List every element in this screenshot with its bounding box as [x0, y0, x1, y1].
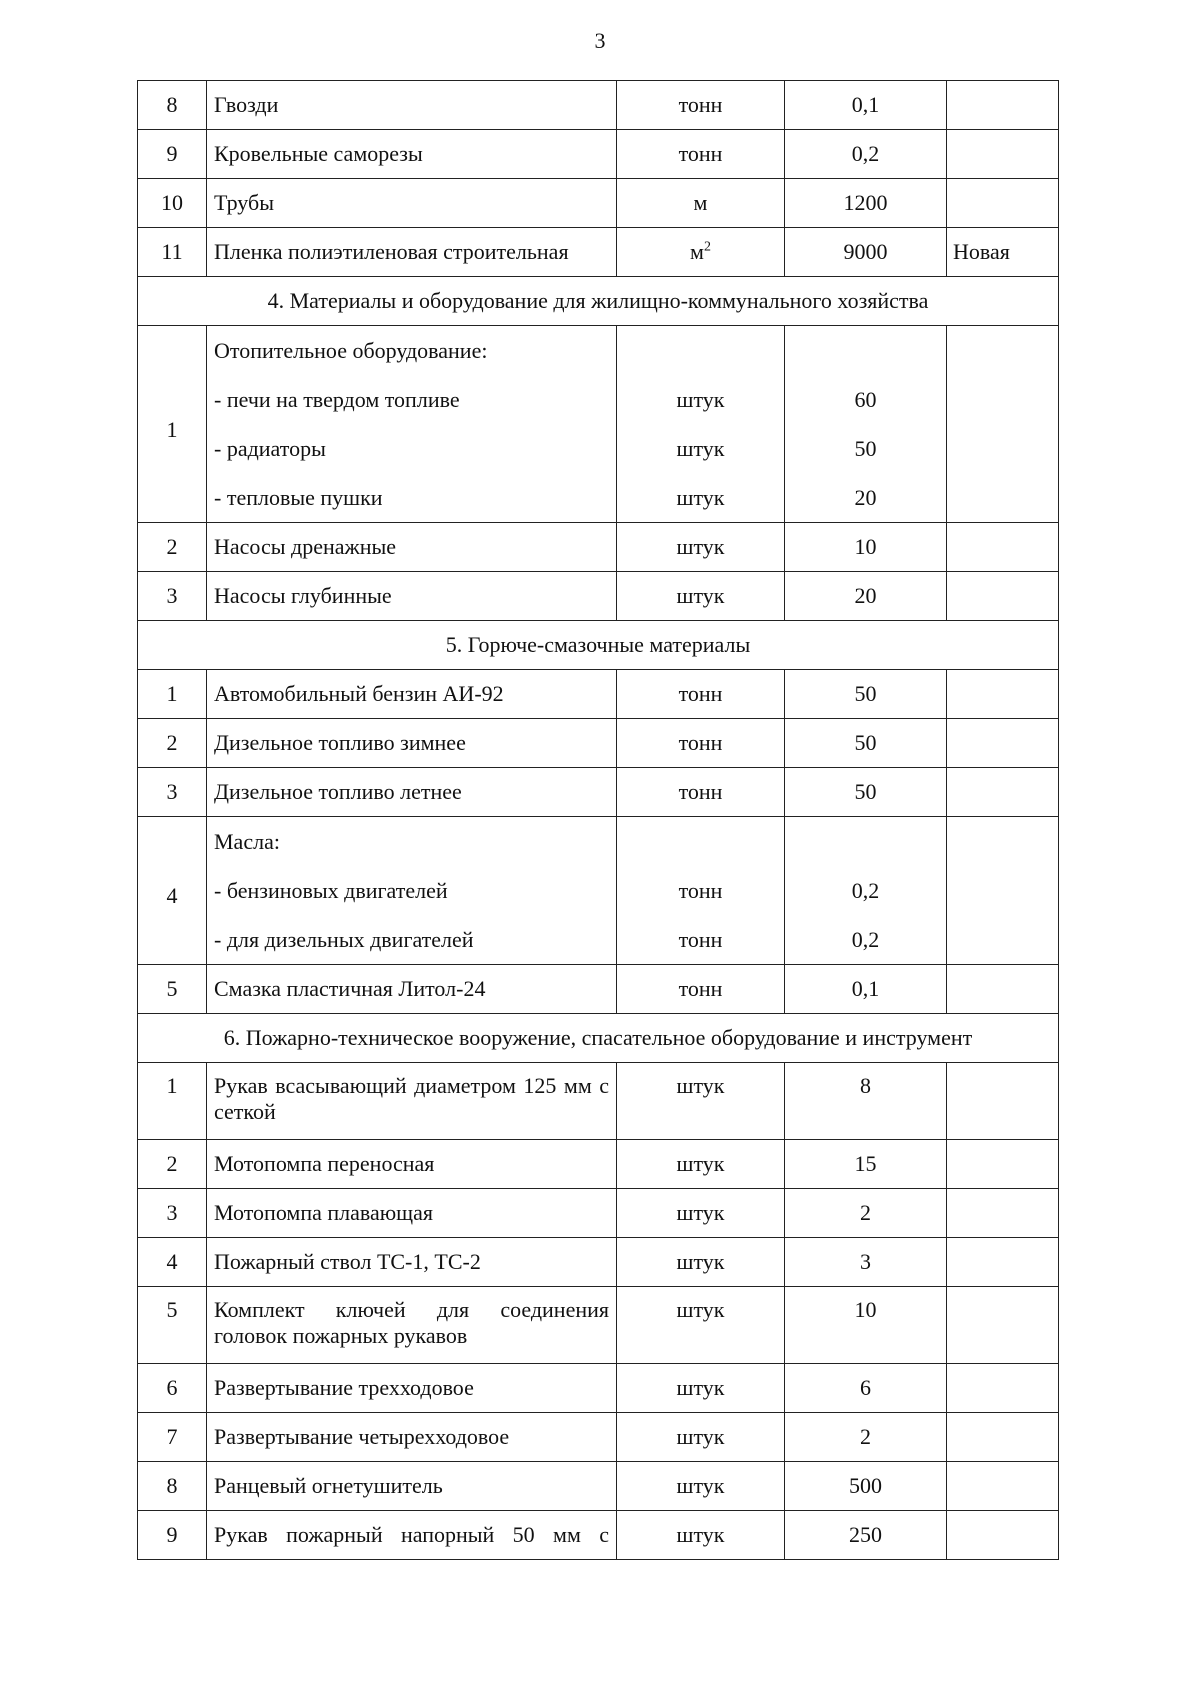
- section-title: 5. Горюче-смазочные материалы: [138, 621, 1059, 670]
- row-number: 5: [138, 1287, 207, 1364]
- section-title: 4. Материалы и оборудование для жилищно-коммунального хозяйства: [138, 277, 1059, 326]
- item-name: Мотопомпа переносная: [207, 1140, 617, 1189]
- item-name: Развертывание четырехходовое: [207, 1413, 617, 1462]
- table-row: [138, 572, 1059, 621]
- table-row-group: [138, 817, 1059, 965]
- item-name: Рукав всасывающий диаметром 125 мм с сеткой: [207, 1063, 617, 1140]
- group-title: Отопительное оборудование:: [214, 338, 488, 363]
- item-note: [947, 768, 1059, 817]
- item-name: Развертывание трехходовое: [207, 1364, 617, 1413]
- row-number: 8: [138, 81, 207, 130]
- item-unit: штук: [617, 523, 785, 572]
- row-number: 11: [138, 228, 207, 277]
- item-note: [947, 1189, 1059, 1238]
- row-number: 2: [138, 719, 207, 768]
- item-quantity: 6: [785, 1364, 947, 1413]
- item-quantity: 20: [785, 572, 947, 621]
- item-name: Ранцевый огнетушитель: [207, 1462, 617, 1511]
- sub-item-name: - бензиновых двигателей: [214, 878, 448, 903]
- item-unit: штук: [617, 1140, 785, 1189]
- row-number: 1: [138, 670, 207, 719]
- item-name: Трубы: [207, 179, 617, 228]
- row-number: 4: [138, 1238, 207, 1287]
- item-quantity: 9000: [785, 228, 947, 277]
- table-row: [138, 1511, 1059, 1560]
- item-quantity-group: [785, 326, 947, 523]
- item-unit: тонн: [617, 768, 785, 817]
- table-row: [138, 1063, 1059, 1140]
- item-name: Насосы дренажные: [207, 523, 617, 572]
- item-note: [947, 1063, 1059, 1140]
- item-unit: штук: [617, 1413, 785, 1462]
- item-quantity: 1200: [785, 179, 947, 228]
- item-note: [947, 1511, 1059, 1560]
- item-unit: штук: [617, 1063, 785, 1140]
- item-name: Автомобильный бензин АИ-92: [207, 670, 617, 719]
- table-row: [138, 228, 1059, 277]
- sub-item-unit: тонн: [678, 927, 723, 952]
- section-header: [138, 1014, 1059, 1063]
- item-note: [947, 670, 1059, 719]
- sub-item-name: - для дизельных двигателей: [214, 927, 474, 952]
- item-note: [947, 572, 1059, 621]
- group-title: Масла:: [214, 829, 280, 854]
- table-row: [138, 1287, 1059, 1364]
- table-row: [138, 130, 1059, 179]
- item-unit: тонн: [617, 670, 785, 719]
- row-number: 8: [138, 1462, 207, 1511]
- item-note: [947, 326, 1059, 523]
- row-number: 5: [138, 965, 207, 1014]
- item-unit: штук: [617, 1238, 785, 1287]
- sub-item-unit: штук: [676, 485, 725, 510]
- sub-item-unit: штук: [676, 387, 725, 412]
- sub-item-quantity: 50: [854, 436, 877, 461]
- item-name: Пленка полиэтиленовая строительная: [207, 228, 617, 277]
- item-note: [947, 130, 1059, 179]
- row-number: 10: [138, 179, 207, 228]
- item-note: [947, 1413, 1059, 1462]
- inventory-table: [137, 80, 1059, 1560]
- item-note: [947, 81, 1059, 130]
- item-quantity: 50: [785, 768, 947, 817]
- item-note: [947, 523, 1059, 572]
- item-quantity: 50: [785, 670, 947, 719]
- sub-item-unit: штук: [676, 436, 725, 461]
- item-quantity: 500: [785, 1462, 947, 1511]
- section-title: 6. Пожарно-техническое вооружение, спасательное оборудование и инструмент: [138, 1014, 1059, 1063]
- sub-item-quantity: 20: [854, 485, 877, 510]
- table-row: [138, 523, 1059, 572]
- item-quantity: 50: [785, 719, 947, 768]
- row-number: 3: [138, 1189, 207, 1238]
- item-note: [947, 817, 1059, 965]
- item-quantity: 0,2: [785, 130, 947, 179]
- row-number: 9: [138, 130, 207, 179]
- item-note: [947, 179, 1059, 228]
- item-unit: тонн: [617, 130, 785, 179]
- table-row: [138, 719, 1059, 768]
- sub-item-quantity: 60: [854, 387, 877, 412]
- sub-item-name: - тепловые пушки: [214, 485, 383, 510]
- item-quantity: 2: [785, 1413, 947, 1462]
- item-note: [947, 1364, 1059, 1413]
- item-name: Дизельное топливо летнее: [207, 768, 617, 817]
- item-name: Мотопомпа плавающая: [207, 1189, 617, 1238]
- item-note: [947, 1140, 1059, 1189]
- table-row: [138, 768, 1059, 817]
- item-unit: штук: [617, 1189, 785, 1238]
- item-unit: тонн: [617, 81, 785, 130]
- row-number: 2: [138, 1140, 207, 1189]
- item-name: Дизельное топливо зимнее: [207, 719, 617, 768]
- item-quantity: 10: [785, 523, 947, 572]
- table-row-group: [138, 326, 1059, 523]
- item-unit: м: [617, 179, 785, 228]
- unit-base: м: [690, 239, 704, 264]
- row-number: 6: [138, 1364, 207, 1413]
- item-quantity: 0,1: [785, 81, 947, 130]
- item-unit: штук: [617, 1462, 785, 1511]
- section-header: [138, 277, 1059, 326]
- item-unit: тонн: [617, 719, 785, 768]
- table-row: [138, 965, 1059, 1014]
- item-quantity: 15: [785, 1140, 947, 1189]
- item-name: Кровельные саморезы: [207, 130, 617, 179]
- table-row: [138, 1238, 1059, 1287]
- section-header: [138, 621, 1059, 670]
- item-quantity: 0,1: [785, 965, 947, 1014]
- item-quantity: 8: [785, 1063, 947, 1140]
- item-unit: штук: [617, 572, 785, 621]
- row-number: 1: [138, 1063, 207, 1140]
- table-row: [138, 1364, 1059, 1413]
- item-unit: [617, 228, 785, 277]
- table-row: [138, 1462, 1059, 1511]
- item-unit-group: [617, 817, 785, 965]
- table-row: [138, 179, 1059, 228]
- item-quantity: 2: [785, 1189, 947, 1238]
- table-row: [138, 670, 1059, 719]
- row-number: 9: [138, 1511, 207, 1560]
- table-row: [138, 1413, 1059, 1462]
- item-name: Пожарный ствол ТС-1, ТС-2: [207, 1238, 617, 1287]
- item-quantity: 10: [785, 1287, 947, 1364]
- item-note: [947, 1287, 1059, 1364]
- sub-item-quantity: 0,2: [851, 878, 880, 903]
- item-unit: тонн: [617, 965, 785, 1014]
- item-note: [947, 1462, 1059, 1511]
- item-name: Гвозди: [207, 81, 617, 130]
- item-name-group: [207, 817, 617, 965]
- item-unit: штук: [617, 1287, 785, 1364]
- item-unit-group: [617, 326, 785, 523]
- item-name: Смазка пластичная Литол-24: [207, 965, 617, 1014]
- sub-item-name: - радиаторы: [214, 436, 326, 461]
- item-note: [947, 1238, 1059, 1287]
- table-row: [138, 1140, 1059, 1189]
- sub-item-quantity: 0,2: [851, 927, 880, 952]
- row-number: 7: [138, 1413, 207, 1462]
- item-note: [947, 719, 1059, 768]
- row-number: 1: [138, 326, 207, 523]
- item-unit: штук: [617, 1364, 785, 1413]
- sub-item-unit: тонн: [678, 878, 723, 903]
- unit-exponent: 2: [703, 239, 711, 255]
- row-number: 4: [138, 817, 207, 965]
- table-row: [138, 81, 1059, 130]
- item-note: [947, 965, 1059, 1014]
- row-number: 2: [138, 523, 207, 572]
- item-note: Новая: [947, 228, 1059, 277]
- item-quantity: 250: [785, 1511, 947, 1560]
- item-quantity-group: [785, 817, 947, 965]
- sub-item-name: - печи на твердом топливе: [214, 387, 460, 412]
- item-name: Насосы глубинные: [207, 572, 617, 621]
- row-number: 3: [138, 768, 207, 817]
- item-name: Комплект ключей для соединения головок пожарных рукавов: [207, 1287, 617, 1364]
- row-number: 3: [138, 572, 207, 621]
- item-name: Рукав пожарный напорный 50 мм с: [207, 1511, 617, 1560]
- item-name-group: [207, 326, 617, 523]
- page-number: 3: [594, 28, 606, 53]
- item-unit: штук: [617, 1511, 785, 1560]
- item-quantity: 3: [785, 1238, 947, 1287]
- table-row: [138, 1189, 1059, 1238]
